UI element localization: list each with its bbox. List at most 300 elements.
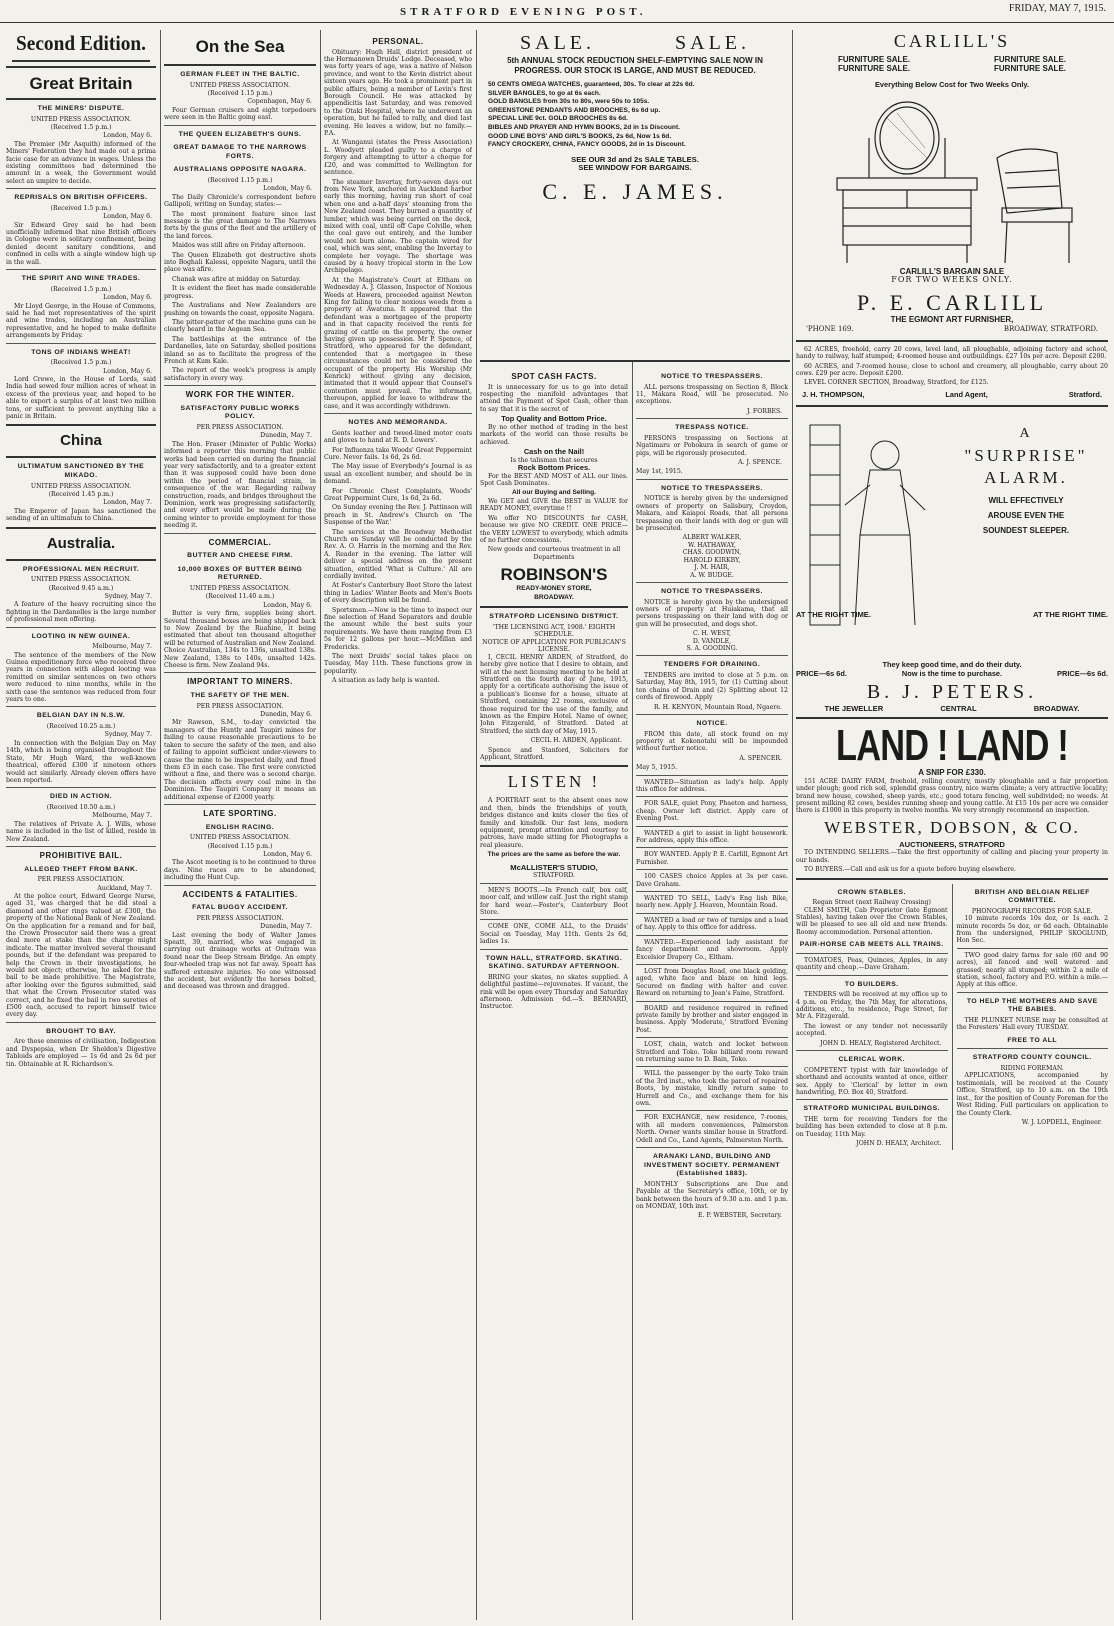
sale-headline: 5th ANNUAL STOCK REDUCTION SHELF-EMPTYING SALE NOW IN PROGRESS. OUR STOCK IS LARGE, AND MUST BE REDUCED. — [507, 56, 763, 75]
carlill-contact — [796, 324, 1108, 335]
headline-personal: PERSONAL. — [372, 37, 424, 46]
dateline: Dunedin, May 7. — [260, 923, 312, 931]
listen-body: A PORTRAIT sent to the absent ones now and then, binds the friendships of youth, bridges distance and knits closer the ties of family and kinsfolk. Our fast lens, modern equipment, prompt attention and courtesy to patrons, have made sitting for Photographs a real pleasure. — [480, 797, 628, 849]
builders-sig: JOHN D. HEALY, Registered Architect. — [820, 1039, 942, 1047]
subhead-buggy: FATAL BUGGY ACCIDENT. — [192, 904, 288, 912]
robinsons-sub: READY-MONEY STORE, — [516, 585, 592, 593]
article-body: At Wanganui (states the Press Association) L. Woodyett pleaded guilty to a charge of forgery and attempting to utter a cheque for £20, and was committed to Wellington for sentence. — [324, 139, 472, 177]
listen-prices: The prices are the same as before the war. — [487, 851, 621, 859]
agency: UNITED PRESS ASSOCIATION. — [189, 834, 291, 842]
dateline: London, May 6. — [263, 601, 312, 609]
agency: PER PRESS ASSOCIATION. — [196, 423, 284, 431]
furniture-sale: FURNITURE SALE. — [838, 55, 910, 64]
alarm-price-row — [796, 670, 1108, 679]
peters-central: CENTRAL — [940, 703, 977, 713]
furniture-sale: FURNITURE SALE. — [838, 63, 910, 73]
free-to-all: FREE TO ALL — [1007, 1036, 1058, 1044]
listen-heading: LISTEN ! — [507, 772, 601, 792]
ad-bold: Top Quality and Bottom Price. — [501, 414, 607, 424]
ad-text: Is the talisman that secures — [510, 456, 598, 464]
column-5 — [636, 368, 788, 1618]
carlill-phone: 'PHONE 169. — [806, 325, 854, 334]
section-heading-great-britain: Great Britain — [29, 74, 133, 93]
headline-spot-cash: SPOT CASH FACTS. — [511, 372, 597, 381]
sale-item: GOOD LINE BOYS' AND GIRL'S BOOKS, 2s 6d, Now 1s 6d. — [488, 132, 672, 140]
trespass-names — [636, 534, 788, 578]
section-heading-on-the-sea: On the Sea — [195, 37, 285, 56]
alarm-text — [946, 421, 1106, 535]
owner-name: A. W. BUDGE. — [690, 571, 734, 579]
classified-ad: LOST, chain, watch and locket between Stratford and Toko. Toko billiard room reward on returning same to D. Bain, Toko. — [636, 1041, 788, 1063]
article-body: At Foster's Canterbury Boot Store the latest thing in Ladies' Winter Boots and Men's Boots of every description will be found. — [324, 582, 472, 605]
carlill-two-weeks: FOR TWO WEEKS ONLY. — [891, 275, 1013, 285]
headline-miners-dispute: THE MINERS' DISPUTE. — [37, 105, 125, 112]
column-rule — [320, 30, 321, 1620]
article-body: The steamer Invertay, forty-seven days out from New York, anchored in Auckland harbor early this morning, having run short of coal when one and a-half days' steaming from the New Zealand coast. They burned a quantity of lumber, which was being carried on the deck, mixed with coal, until off Cape Colville, when the coal gave out entirely, and the lumber would not burn alone. The captain wired for coal, which was sent, enabling the Invertay to complete her voyage. The shortage was caused by a heavy tropical storm in the Low Archipelago. — [324, 178, 472, 275]
sale-items — [488, 81, 782, 150]
sale-title-right: SALE. — [675, 32, 750, 54]
dateline: London, May 6. — [263, 185, 312, 193]
alarm-good-time: They keep good time, and do their duty. — [882, 660, 1022, 670]
sale-item: SILVER BANGLES, to go at 6s each. — [488, 89, 601, 97]
sale-item: GREENSTONE PENDANTS AND BROOCHES, 6s 6d up. — [488, 106, 661, 114]
article-body: Maidos was still afire on Friday afternoon. — [172, 242, 306, 250]
dateline: London, May 7. — [103, 499, 152, 507]
ad-bold: All our Buying and Selling. — [512, 489, 596, 497]
robinsons-addr: BROADWAY. — [534, 593, 574, 601]
builders-heading: TO BUILDERS. — [844, 980, 899, 988]
headline-reprisals: REPRISALS ON BRITISH OFFICERS. — [14, 194, 148, 202]
ad-text: We GET and GIVE the BEST in VALUE for READY MONEY, everytime !! — [480, 498, 628, 513]
headline-prohibitive-bail: PROHIBITIVE BAIL. — [39, 850, 123, 860]
headline-work-winter: WORK FOR THE WINTER. — [185, 390, 295, 400]
licensing-notice: NOTICE OF APPLICATION FOR PUBLICAN'S LICENSE. — [482, 638, 626, 654]
council-body: APPLICATIONS, accompanied by testimonials, will be received at the County Office, Stratford, up to 10 a.m. on the 19th inst., for the position of County Foreman for the West Riding. Full particulars on application to the County Clerk. — [956, 1072, 1108, 1117]
trespass-body: NOTICE is hereby given by the undersigned owners of property at Huiakama, that all persons trespassing on their land with dog or gun will be prosecuted, and dogs shot. — [636, 598, 788, 628]
article-body: At the Magistrate's Court at Eltham on Wednesday A. J. Glasson, Inspector of Noxious Weeds at Hawera, proceeded against Newton King for failing to clear noxious weeds from a property at Awatuna. It appeared that the defendant was a mortgagee of the property and in that capacity received the rents for grazing of cattle on the property, the owner having given up possession. Mr P. Spence, of Stratford, who appeared for the defendant, contended that a mortgagee in these circumstances could not be considered the occupant of the property. His Worship (Mr Kenrick) without giving any decision, intimated that it would appear that Counsel's contention must prevail. The informant, thereupon, applied for leave to withdraw the case, and it was accordingly withdrawn. — [324, 276, 472, 410]
land-agent — [796, 389, 1108, 402]
owner-name: S. A. GOODING. — [686, 644, 738, 652]
article-body: The Premier (Mr Asquith) informed of the Miners' Federation they had made out a prima facie case for an advance in wages. Unless the existing committees had determined the amount in a week, the Government would select an umpire to decide. — [6, 140, 156, 185]
classified-ad: BOY WANTED. Apply P. E. Carlill, Egmont Art Furnisher. — [636, 851, 788, 866]
trespass-sig: J. FORBES. — [746, 407, 782, 415]
divider — [636, 775, 788, 776]
furniture-sale: FURNITURE SALE. — [994, 63, 1066, 73]
sale-item: BIBLES AND PRAYER AND HYMN BOOKS, 2d in 1s Discount. — [488, 123, 680, 131]
received-time: (Received 1.5 p.m.) — [50, 285, 112, 293]
received-time: (Received 9.45 a.m.) — [48, 584, 114, 592]
subhead-english-racing: ENGLISH RACING. — [205, 823, 275, 831]
mothers-body: THE PLUNKET NURSE may be consulted at the Foresters' Hall every TUESDAY. — [956, 1017, 1108, 1032]
furniture-illustration — [807, 98, 1097, 268]
article-body: A feature of the heavy recruiting since the fighting in the Dardanelles is the large number of professional men offering. — [6, 601, 156, 624]
article-body: The report of the week's progress is amply satisfactory in every way. — [164, 367, 316, 382]
agent-title: Land Agent, — [945, 389, 988, 399]
section-heading-china: China — [60, 432, 102, 450]
headline-spirit-trades: THE SPIRIT AND WINE TRADES. — [21, 275, 141, 283]
alarm-now: Now is the time to purchase. — [901, 669, 1003, 678]
right-time: AT THE RIGHT TIME. — [1033, 610, 1108, 620]
ad-text: It is unnecessary for us to go into detail respecting the manifold advantages that attend the Payment of Spot Cash, other than to say that it is the secret of — [480, 383, 628, 413]
crown-body: CLEM SMITH, Cab Proprietor (late Egmont Stables), having taken over the Crown Stables, will be pleased to see all old and new friends. Roomy accommodation. Personal attention. — [796, 906, 948, 936]
land-body: 151 ACRE DAIRY FARM, freehold, rolling country, mostly ploughable and a fair proportion under plough; good rich soil, splendid grass country, nice warm climate; a very attractive locality; brand new house, cowshed, sheep yards, etc.; good totara fencing, well subdivided; no weeds. At present milking 82 cows, besides running sheep and young cattle. At £15 10s per acre we consider there is £1000 in this property in twelve months. We very strongly recommend an inspection. — [796, 777, 1108, 815]
issue-date: FRIDAY, MAY 7, 1915. — [1008, 3, 1106, 14]
dateline: Dunedin, May 7. — [260, 432, 312, 440]
bldgs-sig: JOHN D. HEALY, Architect. — [856, 1140, 942, 1148]
tomatoes-ad: TOMATOES, Peas, Quinces, Apples, in any quantity and cheap.—Dave Graham. — [796, 956, 948, 972]
draining-body: TENDERS are invited to close at 5 p.m. on Saturday, May 8th, 1915, for (1) Cutting about ten chains of Drain and (2) Splitting about 12 cords of firewood. Apply — [636, 671, 788, 702]
agency: UNITED PRESS ASSOCIATION. — [189, 585, 291, 592]
divider — [636, 1110, 788, 1111]
notice-date: May 5, 1915. — [636, 764, 678, 772]
clerical-body: COMPETENT typist with fair knowledge of shorthand and accounts wanted at once, either sex. Apply to 'Clerical' by letter in own handwriting, P.O. Box 40, Stratford. — [796, 1066, 948, 1096]
owner-name: W. HATHAWAY, — [688, 541, 736, 549]
column-4 — [480, 368, 628, 1618]
robinsons-name: ROBINSON'S — [500, 565, 608, 585]
received-time: (Received 10.50 a.m.) — [46, 803, 116, 811]
agency: UNITED PRESS ASSOCIATION. — [30, 482, 132, 490]
headline-indian-wheat: TONS OF INDIANS WHEAT! — [31, 348, 131, 356]
article-body: Sir Edward Grey said he had been unofficially informed that nine British officers in Cologne were in solitary confinement, being denied decent sanitary conditions, and confined in cells with a single window high up in the wall. — [6, 221, 156, 266]
notice-sig: A. SPENCER. — [739, 754, 782, 762]
column-rule — [792, 30, 793, 1620]
dateline: Dunedin, May 6. — [260, 711, 312, 719]
skating-heading: TOWN HALL, STRATFORD. SKATING. SKATING. SATURDAY AFTERNOON. — [485, 954, 623, 971]
article-body: The Hon. Fraser (Minister of Public Works) informed a reporter this morning that public works had been carried on during the financial year very satisfactorily, and to a greater extent than it was supposed could have been done within the period of financial strain, in consequence of the war. Regarding railway construction, roads, and bridges throughout the Dominion, work was progressing satisfactorily, and every effort would be made during the coming winter to provide employment for those needing it. — [164, 440, 316, 530]
alarm-line: SOUNDEST SLEEPER. — [982, 525, 1070, 535]
sale-item: GOLD BANGLES from 30s to 80s, were 50s to 105s. — [488, 98, 650, 106]
article-body: For Chronic Chest Complaints, Woods' Great Peppermint Cure, 1s 6d, 2s 6d. — [324, 487, 472, 502]
newspaper-title: STRATFORD EVENING POST. — [400, 6, 647, 18]
article-body: The May issue of Everybody's Journal is as usual an excellent number, and should be in demand. — [324, 463, 472, 486]
carlill-title: CARLILL'S — [893, 31, 1011, 51]
dateline: London, May 6. — [103, 367, 152, 375]
alarm-surprise: "SURPRISE" — [964, 446, 1088, 466]
small-ads — [636, 775, 788, 1144]
draining-heading: TENDERS FOR DRAINING. — [663, 661, 761, 669]
classified-ad: BOARD and residence required in refined private family by brother and sister engaged in business. Apply 'Moderate,' Stratford Evening Post. — [636, 1004, 788, 1034]
article-body: The relatives of Private A. J. Wills, whose name is included in the list of killed, reside in New Zealand. — [6, 820, 156, 843]
article-body: Are these enemies of civilisation, Indigestion and Dyspepsia, when Dr Sheldon's Digestive Tabloids are employed — 1s 6d and 2s 6d per tin. Obtainable at R. Richardson's. — [6, 1038, 156, 1068]
buyers-note: TO BUYERS.—Call and ask us for a quote before buying elsewhere. — [804, 866, 1016, 874]
divider — [636, 1001, 788, 1002]
subhead-butter: BUTTER AND CHEESE FIRM. — [187, 552, 293, 560]
carlill-sale-row — [796, 65, 1108, 74]
classified-ad: WANTED.—Experienced lady assistant for fancy department and showroom. Apply Excelsior Drapery Co., Eltham. — [636, 938, 788, 961]
article-body: Four German cruisers and eight torpedoers were seen in the Baltic going east. — [164, 106, 316, 122]
licensing-act: 'THE LICENSING ACT, 1908.' EIGHTH SCHEDULE. — [492, 624, 616, 639]
headline-professional-men: PROFESSIONAL MEN RECRUIT. — [22, 565, 140, 573]
dateline: Melbourne, May 7. — [92, 812, 152, 820]
agency: PER PRESS ASSOCIATION. — [196, 914, 284, 922]
carlill-bargain: CARLILL'S BARGAIN SALE — [899, 266, 1005, 276]
subhead-public-works: SATISFACTORY PUBLIC WORKS POLICY. — [180, 404, 300, 421]
peters-broadway: BROADWAY. — [1033, 703, 1080, 713]
subhead-nagara: AUSTRALIANS OPPOSITE NAGARA. — [173, 166, 307, 174]
licensing-district: STRATFORD LICENSING DISTRICT. — [489, 613, 619, 621]
divider — [636, 1066, 788, 1067]
article-body: On Sunday evening the Rev. J. Pattinson will preach in St. Andrew's Church on 'The Suspense of the War.' — [324, 504, 472, 527]
relief-body: 10 minute records 10s doz, or 1s each. 2 minute records 5s doz, or 6d each. Obtainable from the undersigned, PHILIP SKOGLUND, Hon Sec. — [956, 915, 1108, 945]
council-heading: STRATFORD COUNTY COUNCIL. — [972, 1054, 1092, 1062]
dateline: Sydney, May 7. — [104, 731, 152, 739]
headline-looting: LOOTING IN NEW GUINEA. — [31, 632, 131, 640]
subhead-narrows: GREAT DAMAGE TO THE NARROWS FORTS. — [173, 144, 307, 160]
article-body: The Australians and New Zealanders are pushing on towards the coast, opposite Nagara. — [164, 302, 316, 317]
column-3 — [324, 30, 472, 1620]
article-body: The next Druids' social takes place on Tuesday, May 11th. These functions grow in popularity. — [324, 653, 472, 675]
builders-body: TENDERS will be received at my office up to 4 p.m. on Friday, the 7th May, for alterations, additions, etc., to residence, Page Street, for Mr A. Fitzgerald. — [796, 991, 948, 1021]
dateline: Sydney, May 7. — [104, 593, 152, 600]
classified-ad: WANTED—Situation as lady's help. Apply this office for address. — [636, 778, 788, 793]
subhead-boxes: 10,000 BOXES OF BUTTER BEING RETURNED. — [177, 565, 303, 582]
dateline: Melbourne, May 7. — [92, 643, 152, 651]
skating-body: BRING your skates, no skates supplied. A delightful pastime—rejuvenates. If vacant, the rink will be open every Thursday and Saturday afternoon. Admission 6d.—S. BERNARD, Instructor. — [480, 973, 628, 1011]
notice-heading: NOTICE. — [696, 719, 728, 727]
article-body: The Daily Chronicle's correspondent before Gallipoli, writing on Sunday, states:— — [164, 193, 316, 209]
article-body: The battleships at the entrance of the Dardanelles, late on Saturday, shelled positions inland so as to facilitate the progress of the French at Kum Kale. — [164, 335, 316, 365]
ad-text: New goods and courteous treatment in all Departments — [487, 546, 621, 561]
sale-tables: SEE OUR 3d and 2s SALE TABLES. — [571, 154, 699, 164]
headline-important-miners: IMPORTANT TO MINERS. — [187, 677, 293, 687]
ad-text: We offer NO DISCOUNTS for CASH, because we give NO CREDIT. ONE PRICE—the VERY LOWEST to everybody, which admits of no further concessions. — [480, 514, 628, 545]
crown-stables: CROWN STABLES. — [837, 888, 906, 896]
agency: UNITED PRESS ASSOCIATION. — [189, 81, 291, 89]
divider — [636, 913, 788, 914]
social-ad: COME ONE, COME ALL, to the Druids' Social on Tuesday, May 11th. Gents 2s 6d, ladies 1s. — [480, 923, 628, 946]
sale-item: SPECIAL LINE 9ct. GOLD BROOCHES 8s 6d. — [488, 115, 628, 123]
bldgs-body: THE term for receiving Tenders for the building has been extended to close at 8 p.m. on Tuesday, 11th May. — [796, 1115, 948, 1138]
alarm-price: PRICE—6s 6d. — [1057, 669, 1108, 678]
dateline: London, May 6. — [103, 294, 152, 302]
alarm-a: A — [1019, 426, 1033, 442]
agency: PER PRESS ASSOCIATION. — [196, 702, 284, 710]
notice-body: FROM this date, all stock found on my property at Kokonotahi will be impounded without further notice. — [636, 730, 788, 753]
article-body: It is evident the fleet has made considerable progress. — [164, 285, 316, 300]
trespass-heading-2: TRESPASS NOTICE. — [675, 424, 749, 432]
land-snip: A SNIP FOR £330. — [918, 768, 986, 778]
article-body: Sportsmen.—Now is the time to inspect our fine selection of Hand Separators and double the amount while the best suits your requirements. We have them ranging from £3 5s for 12 gallons per hour.—McMillan and Fredericks. — [324, 606, 472, 651]
headline-late-sporting: LATE SPORTING. — [203, 808, 277, 818]
article-body: The Ascot meeting is to be continued to three days. Nine races are to be abandoned, including the Hunt Cup. — [164, 859, 316, 882]
received-time: (Received 11.40 a.m.) — [205, 593, 275, 601]
bldgs-heading: STRATFORD MUNICIPAL BUILDINGS. — [803, 1105, 941, 1113]
article-body: The most prominent feature since last message is the great damage to The Narrows forts by the guns of the fleet and the artillery of the land forces. — [164, 210, 316, 240]
classified-ad: 100 CASES choice Apples at 3s per case. Dave Graham. — [636, 873, 788, 888]
headline-accidents: ACCIDENTS & FATALITIES. — [182, 889, 298, 899]
received-time: (Received 10.25 a.m.) — [46, 723, 116, 731]
headline-queen-elizabeth: THE QUEEN ELIZABETH'S GUNS. — [178, 130, 302, 138]
land-listing: 60 ACRES, and 7-roomed house, close to school and creamery, all ploughable, carry about 20 cows. £29 per acre. Deposit £200. — [796, 362, 1108, 377]
licensing-signature: CECIL H. ARDEN, Applicant. — [530, 737, 622, 745]
mothers-heading: TO HELP THE MOTHERS AND SAVE THE BABIES. — [966, 997, 1098, 1014]
boots-ad: MEN'S BOOTS.—In French calf, box calf, moor calf, and willow calf. Just the right stamp for hard wear.—Foster's, Canterbury Boot Store. — [480, 886, 628, 917]
divider — [636, 1037, 788, 1038]
headline-belgian-day: BELGIAN DAY IN N.S.W. — [36, 712, 126, 720]
column-2 — [164, 30, 316, 1620]
classified-ad: FOR EXCHANGE, new residence, 7-rooms, with all modern conveniences, Palmerston North. Owner wants similar house in Stratford. Odell and Co., Land Agents, Palmerston North. — [636, 1114, 788, 1144]
classified-ad: LOST from Douglas Road, one black gelding, aged, white face and blaze on hind legs. Secured on finding with halter and cover. Reward on returning to Jean's Faine, Stratford. — [636, 967, 788, 998]
headline-brought-to-bay: BROUGHT TO BAY. — [46, 1027, 116, 1035]
sale-item: 50 CENTS OMEGA WATCHES, guaranteed, 30s. To clear at 22s 6d. — [488, 81, 695, 88]
bottom-ads-right — [953, 884, 1109, 1150]
trespass-sig: A. J. SPENCE. — [738, 459, 782, 467]
headline-ultimatum: ULTIMATUM SANCTIONED BY THE MIKADO. — [17, 463, 145, 479]
licensing-body: I, CECIL HENRY ARDEN, of Stratford, do hereby give notice that I desire to obtain, and will at the next licensing meeting to be held at Stratford on the fourth day of June, 1915, apply for a certificate authorising the issue of a publican's license for a house, situate at Stratford, containing 22 rooms, exclusive of those required for the use of the family, and known as the Empire Hotel. Name of owner, John Fitzgerald, of Stratford. Dated at Stratford, the sixth day of May, 1915. — [480, 653, 628, 735]
peters-jeweller: THE JEWELLER — [824, 703, 884, 713]
headline-baltic: GERMAN FLEET IN THE BALTIC. — [180, 71, 300, 78]
article-body: The pitter-patter of the machine guns can be clearly heard in the Aegean Sea. — [164, 318, 316, 334]
received-time: (Received 1.15 p.m.) — [207, 842, 273, 850]
article-body: Lord Crewe, in the House of Lords, said India had sowed four million acres of wheat in excess of the previous year, and hoped to be able to export a surplus of at least two million tons, or sufficient to prevent anything like a panic in Britain. — [6, 375, 156, 420]
column-6 — [796, 30, 1108, 1620]
article-body: The Emperor of Japan has sanctioned the sending of an ultimatum to China. — [6, 507, 156, 523]
article-body: In connection with the Belgian Day on May 14th, which is being organised throughout the State, Mr Hugh Ward, the well-known theatrical, offered £300 if nineteen others would act similarly. Already eleven offers have been reported. — [6, 739, 156, 784]
article-body: The sentence of the members of the New Guinea expeditionary force who received three years in connection with alleged looting was remitted on similar sentences on two others were reduced to nine months, while in the sixth case the sentence was reduced from four years to one. — [6, 651, 156, 704]
trespass-body: PERSONS trespassing on Sections at Ngatimaru or Pohokura in search of game or pigs, will be rigorously prosecuted. — [636, 434, 788, 457]
clerical-heading: CLERICAL WORK. — [838, 1056, 906, 1064]
alarm-advert — [796, 411, 1108, 661]
sellers-note: TO INTENDING SELLERS.—Take the first opportunity of calling and placing your property in our hands. — [796, 849, 1108, 864]
relief-sub: PHONOGRAPH RECORDS FOR SALE. — [971, 907, 1093, 915]
agency: UNITED PRESS ASSOCIATION. — [30, 115, 132, 123]
subhead-safety: THE SAFETY OF THE MEN. — [190, 692, 290, 700]
article-body: Chanak was afire at midday on Saturday. — [172, 275, 301, 283]
section-heading-australia: Australia. — [46, 534, 116, 552]
received-time: (Received 1.15 p.m.) — [207, 90, 273, 97]
sale-advertiser: C. E. JAMES. — [542, 178, 728, 204]
land-listing: LEVEL CORNER SECTION, Broadway, Stratford, for £125. — [804, 379, 989, 387]
bottom-ads — [796, 884, 1108, 1150]
divider — [636, 847, 788, 848]
trespass-heading-3: NOTICE TO TRESPASSERS. — [661, 484, 763, 492]
divider — [636, 964, 788, 965]
owner-name: ALBERT WALKER, — [682, 534, 742, 542]
trespass-heading-1: NOTICE TO TRESPASSERS. — [661, 373, 763, 380]
relief-heading: BRITISH AND BELGIAN RELIEF COMMITTEE. — [974, 888, 1090, 905]
webster-dobson: WEBSTER, DOBSON, & CO. — [824, 817, 1080, 837]
ad-text: By no other method of trading in the best markets of the world can those results be achieved. — [480, 423, 628, 446]
trespass-heading-4: NOTICE TO TRESPASSERS. — [661, 587, 763, 595]
owner-name: D. VANDLE, — [692, 637, 732, 645]
article-body: Last evening the body of Walter James Speatt, 39, married, who was engaged in carrying out drainage works at Outram was found near the Deep Stream Bridge. An empty four-wheeled trap was not far away. Speatt has suffered extensive injuries. No one witnessed the accident, but evidently the horses bolted, and deceased was thrown and dragged. — [164, 931, 316, 991]
sale-header — [480, 30, 790, 56]
dateline: Auckland, May 7. — [97, 884, 152, 892]
agency: UNITED PRESS ASSOCIATION. — [30, 576, 132, 584]
dateline: London, May 6. — [103, 132, 152, 140]
licensing-solicitors: Spence and Stanford, Solicitors for Applicant, Stratford. — [480, 746, 628, 761]
headline-died-in-action: DIED IN ACTION. — [49, 793, 112, 801]
dateline: London, May 6. — [263, 850, 312, 858]
headline-commercial: COMMERCIAL. — [208, 537, 272, 547]
divider — [636, 935, 788, 936]
auctioneers: AUCTIONEERS, STRATFORD — [899, 839, 1005, 849]
sale-item: FANCY CROCKERY, CHINA, FANCY GOODS, 2d in 1s Discount. — [488, 141, 686, 149]
column-1 — [6, 30, 156, 1620]
ad-bold: Rock Bottom Prices. — [517, 463, 591, 473]
subhead-theft: ALLEGED THEFT FROM BANK. — [24, 865, 138, 873]
ad-bold: Cash on the Nail! — [523, 447, 585, 457]
dateline: London, May 6. — [103, 213, 152, 221]
divider — [636, 869, 788, 870]
edition-title: Second Edition. — [12, 30, 150, 62]
divider — [636, 796, 788, 797]
headline-notes-memoranda: NOTES AND MEMORANDA. — [348, 419, 448, 427]
article-body: The services at the Broadway Methodist Church on Sunday will be conducted by the Rev. A. O. Harris in the morning and the Rev. A. Reader in the evening. The latter will deliver a special address on the present situation, entitled 'What is Culture.' All are cordially invited. — [324, 528, 472, 580]
article-body: A situation as lady help is wanted. — [332, 677, 440, 685]
owner-name: C. H. WEST, — [692, 630, 732, 638]
alarm-title: ALARM. — [984, 468, 1068, 488]
aranaki-sig: E. P. WEBSTER, Secretary. — [698, 1212, 782, 1220]
agent-place: Stratford. — [1068, 389, 1102, 399]
crown-address: Regan Street (next Railway Crossing) — [812, 899, 931, 907]
divider — [636, 826, 788, 827]
article-body: Obituary: Hugh Hall, district president of the Hermanown Druids' Lodge. Deceased, who was forty years of age, was a native of Nelson province, and went to the Kevin district about sixteen years ago. He took a prominent part in public affairs, being a member of Levin's first Borough Council. He was attacked by appendicitis last Saturday, and was removed to the Otaki Hospital, where he underwent an operation, but he failed to rally, and died last evening. He leaves a widow, but no family.—P.A. — [324, 48, 472, 138]
masthead-rule — [0, 22, 1114, 23]
alarm-line: WILL EFFECTIVELY — [988, 496, 1064, 506]
sale-title-left: SALE. — [520, 32, 595, 54]
agency: PER PRESS ASSOCIATION. — [37, 876, 125, 884]
carlill-address: BROADWAY, STRATFORD. — [1003, 325, 1098, 334]
studio-addr: STRATFORD. — [532, 872, 575, 880]
classified-ad: WANTED TO SELL, Lady's Eng lish Bike, nearly new. Apply J. Heaven, Mountain Road. — [636, 895, 788, 910]
received-time: (Received 1.5 p.m.) — [50, 359, 112, 367]
carlill-name: P. E. CARLILL — [856, 289, 1048, 315]
carlill-below-cost: Everything Below Cost for Two Weeks Only. — [875, 80, 1029, 90]
received-time: (Received 1.15 p.m.) — [207, 177, 273, 184]
owner-name: J. M. HAIR, — [694, 564, 730, 572]
divider — [636, 891, 788, 892]
council-sub: RIDING FOREMAN. — [1000, 1065, 1064, 1073]
classified-ad: WANTED a girl to assist in light housework. For address, apply this office. — [636, 829, 788, 845]
peters-name: B. J. PETERS. — [866, 680, 1038, 703]
land-listing: 62 ACRES, freehold, carry 20 cows, level land, all ploughable, adjoining factory and school, handy to railway, half stumped; 4-roomed house and outbuildings. £27 10s per acre. Deposit £200. — [796, 345, 1108, 361]
alarm-line: AROUSE EVEN THE — [987, 511, 1065, 520]
pair-horse: PAIR-HORSE CAB MEETS ALL TRAINS. — [799, 941, 944, 949]
ad-text: For the BEST AND MOST of ALL our lines. Spot Cash Dominates. — [480, 472, 628, 488]
furniture-sale: FURNITURE SALE. — [994, 55, 1066, 64]
classified-ad: FOR SALE, quiet Pony, Phaeton and harness, cheap. Owner left district. Apply care of Evening Post. — [636, 800, 788, 823]
article-body: At the police court, Edward George Nurse, aged 31, was charged that he did steal a diamond and other rings valued at £300, the property of the National Bank of New Zealand. On the application for a remand and for bail, the Crown Prosecutor said there was a great deal more at stake than the charge might indicate. The matter involved several thousand pounds, but if the defendant was prepared to help the Crown in their investigations, he would not object; otherwise, he asked for the bail to be made prohibitive. The Magistrate, after looking over the figures submitted, said that what the Crown Prosecutor stated was correct, and he fixed the bail in two sureties of £500 each, accused to report himself twice every day. — [6, 892, 156, 1019]
alarm-price: PRICE—6s 6d. — [796, 669, 847, 678]
agent-name: J. H. THOMPSON, — [802, 389, 865, 399]
land-headline: LAND ! LAND ! — [836, 721, 1068, 771]
owner-name: HAROLD KIRKBY, — [683, 556, 741, 564]
studio-name: McALLISTER'S STUDIO, — [510, 862, 598, 872]
builders-lowest: The lowest or any tender not necessarily accepted. — [796, 1022, 948, 1038]
peters-sub — [796, 705, 1108, 714]
alarm-right-time-row — [796, 611, 1108, 620]
trespass-body: ALL persons trespassing on Section 8, Block 11, Makara Road, will be prosecuted. No exceptions. — [636, 383, 788, 406]
sale-advert — [480, 30, 790, 362]
column-rule — [160, 30, 161, 1620]
dairy-farms-ad: TWO good dairy farms for sale (60 and 90 acres), all fenced and well watered and grassed; nearly all stumped; within 2 a mile of station, school, factory and P.O. within a mile.—Apply at this office. — [956, 951, 1108, 989]
right-time: AT THE RIGHT TIME. — [796, 610, 871, 620]
aranaki-body: MONTHLY Subscriptions are Due and Payable at the Secretary's office, 10th, or by bank between the hours of 9.30 a.m. and 1 p.m. on MONDAY, 10th inst. — [636, 1180, 788, 1211]
aranaki-heading: ARANAKI LAND, BUILDING AND INVESTMENT SOCIETY. PERMANENT (Established 1883). — [643, 1153, 781, 1178]
draining-sig: R. H. KENYON, Mountain Road, Ngaere. — [653, 703, 782, 711]
bottom-ads-left — [796, 884, 953, 1150]
sale-window: SEE WINDOW FOR BARGAINS. — [578, 163, 692, 173]
article-body: Gents leather and tweed-lined motor coats and gloves to hand at R. D. Lowers'. — [324, 429, 472, 445]
received-time: (Received 1.45 p.m.) — [48, 490, 114, 498]
article-body: Butter is very firm, supplies being short. Several thousand boxes are being shipped back to New Zealand by the Ruahine, it being estimated that about ten thousand altogether will be returned of Australian and New Zealand. Choice Australian, 134s to 136s, unsalted 138s. New Zealand, 138s to 140s, unsalted 142s. Cheese is firm. New Zealand 94s. — [164, 610, 316, 670]
classified-ad: WANTED a load or two of turnips and a load of hay. Apply to this office for address. — [636, 916, 788, 932]
dateline: Copenhagen, May 6. — [247, 98, 312, 106]
trespass-date: May 1st, 1915. — [636, 468, 683, 476]
council-sig: W. J. LOPDELL, Engineer. — [1021, 1118, 1102, 1126]
trespass-body: NOTICE is hereby given by the undersigned owners of property on Salisbury, Croydon, Makara, and Kaiapoi Roads, that all persons trespassing on their lands with dog or gun will be prosecuted. — [636, 495, 788, 533]
